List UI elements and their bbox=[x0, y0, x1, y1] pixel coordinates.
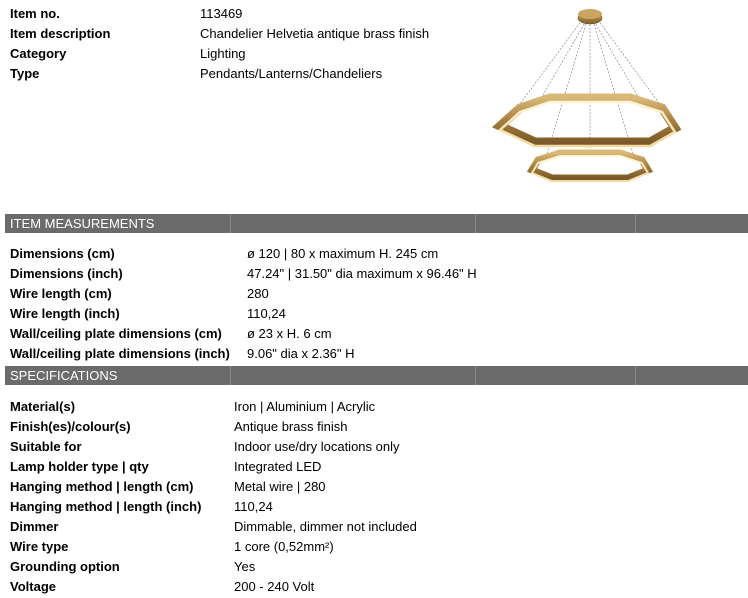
field-label: Grounding option bbox=[10, 559, 120, 574]
field-value: Antique brass finish bbox=[234, 419, 348, 434]
field-value: 280 bbox=[247, 286, 269, 301]
field-label: Voltage bbox=[10, 579, 56, 594]
column-divider bbox=[475, 214, 476, 233]
field-value: Yes bbox=[234, 559, 256, 574]
field-value: ø 120 | 80 x maximum H. 245 cm bbox=[247, 246, 439, 261]
section-title: ITEM MEASUREMENTS bbox=[10, 216, 155, 231]
field-value: 110,24 bbox=[247, 306, 286, 321]
section-header-specifications bbox=[5, 366, 748, 385]
field-label: Finish(es)/colour(s) bbox=[10, 419, 131, 434]
field-label: Wire type bbox=[10, 539, 69, 554]
field-label: Lamp holder type | qty bbox=[10, 459, 149, 474]
field-value: 9.06" dia x 2.36" H bbox=[247, 346, 355, 361]
field-label: Wire length (inch) bbox=[10, 306, 120, 321]
field-label: Material(s) bbox=[10, 399, 76, 414]
field-value: 113469 bbox=[200, 6, 243, 21]
field-value: 47.24" | 31.50" dia maximum x 96.46" H bbox=[247, 266, 477, 281]
field-label: Wall/ceiling plate dimensions (inch) bbox=[10, 346, 230, 361]
field-label: Dimensions (inch) bbox=[10, 266, 123, 281]
field-label: Item description bbox=[10, 26, 111, 41]
field-value: ø 23 x H. 6 cm bbox=[247, 326, 332, 341]
field-label: Category bbox=[10, 46, 67, 61]
field-value: 1 core (0,52mm²) bbox=[234, 539, 334, 554]
column-divider bbox=[635, 214, 636, 233]
column-divider bbox=[230, 366, 231, 385]
field-label: Dimmer bbox=[10, 519, 59, 534]
field-value: 110,24 bbox=[234, 499, 273, 514]
field-label: Hanging method | length (cm) bbox=[10, 479, 194, 494]
field-value: Pendants/Lanterns/Chandeliers bbox=[200, 66, 383, 81]
field-label: Item no. bbox=[10, 6, 60, 21]
column-divider bbox=[635, 366, 636, 385]
field-value: Lighting bbox=[200, 46, 246, 61]
column-divider bbox=[475, 366, 476, 385]
field-label: Wall/ceiling plate dimensions (cm) bbox=[10, 326, 222, 341]
field-label: Dimensions (cm) bbox=[10, 246, 115, 261]
field-value: Dimmable, dimmer not included bbox=[234, 519, 417, 534]
field-value: Integrated LED bbox=[234, 459, 322, 474]
column-divider bbox=[230, 214, 231, 233]
field-label: Hanging method | length (inch) bbox=[10, 499, 202, 514]
field-value: Metal wire | 280 bbox=[234, 479, 326, 494]
section-header-measurements bbox=[5, 214, 748, 233]
section-title: SPECIFICATIONS bbox=[10, 368, 118, 383]
field-label: Wire length (cm) bbox=[10, 286, 112, 301]
field-value: Indoor use/dry locations only bbox=[234, 439, 400, 454]
field-value: Chandelier Helvetia antique brass finish bbox=[200, 26, 430, 41]
field-value: 200 - 240 Volt bbox=[234, 579, 315, 594]
field-label: Type bbox=[10, 66, 40, 81]
field-value: Iron | Aluminium | Acrylic bbox=[234, 399, 376, 414]
field-label: Suitable for bbox=[10, 439, 82, 454]
chandelier-product-image bbox=[490, 0, 690, 190]
